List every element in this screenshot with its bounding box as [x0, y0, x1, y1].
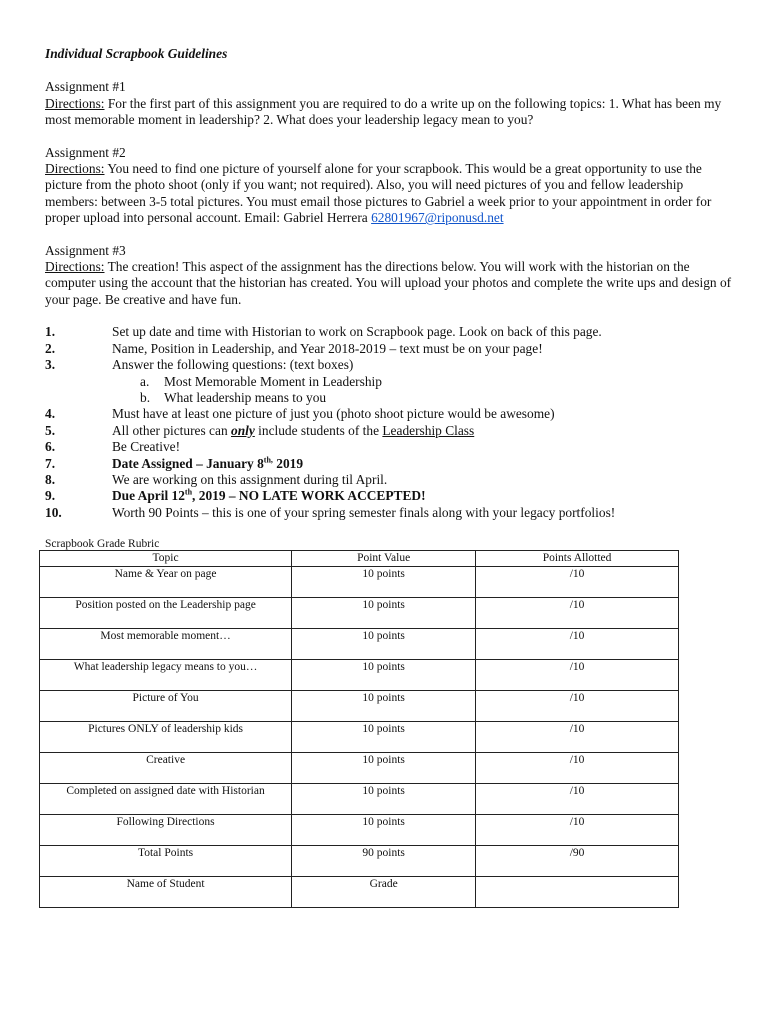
points-allotted-cell: /10 [476, 691, 679, 722]
table-row [40, 598, 679, 629]
point-value-cell: 10 points [292, 567, 476, 598]
step-text: Must have at least one picture of just you (photo shoot picture would be awesome) [112, 406, 555, 422]
step-number: 5. [45, 422, 56, 438]
document-title: Individual Scrapbook Guidelines [45, 46, 228, 61]
list-item [45, 341, 735, 357]
table-row [40, 815, 679, 846]
topic-cell: Pictures ONLY of leadership kids [40, 722, 292, 753]
points-allotted-cell: /10 [476, 815, 679, 846]
points-allotted-cell: /10 [476, 660, 679, 691]
topic-cell: Name & Year on page [40, 567, 292, 598]
topic-cell: Completed on assigned date with Historian [40, 784, 292, 815]
assignment-2-directions [45, 161, 735, 227]
leadership-class-text: Leadership Class [382, 422, 475, 438]
assignment-2 [45, 145, 735, 227]
step-number: 2. [45, 340, 56, 356]
list-item [45, 406, 735, 422]
assignment-3-heading: Assignment #3 [45, 242, 126, 258]
date-assigned-text [112, 456, 303, 472]
step-number: 3. [45, 357, 56, 373]
grade-cell: Grade [292, 877, 476, 908]
document-page [45, 46, 735, 521]
table-row [40, 877, 679, 908]
topic-cell: What leadership legacy means to you… [40, 660, 292, 691]
step-text-part: 2019 [272, 455, 304, 471]
point-value-cell: 10 points [292, 629, 476, 660]
step-number: 7. [45, 455, 56, 471]
step-text: Answer the following questions: (text boxes) [112, 357, 354, 373]
list-item [45, 324, 735, 340]
points-allotted-cell: /90 [476, 846, 679, 877]
sub-step-letter: b. [140, 389, 151, 405]
list-item [45, 357, 735, 373]
student-name-cell: Name of Student [40, 877, 292, 908]
step-text: Worth 90 Points – this is one of your spring semester finals along with your legacy portfolios! [112, 504, 616, 520]
point-value-cell: 90 points [292, 846, 476, 877]
step-text-part: All other pictures can [112, 422, 231, 438]
topic-cell: Creative [40, 753, 292, 784]
assignment-1-directions [45, 96, 735, 129]
ordinal-suffix: th [184, 487, 193, 497]
assignment-3 [45, 243, 735, 309]
column-header-points-allotted: Points Allotted [476, 551, 679, 567]
step-number: 6. [45, 439, 56, 455]
step-number: 1. [45, 324, 56, 340]
assignment-1-heading: Assignment #1 [45, 79, 126, 95]
table-row [40, 722, 679, 753]
step-text: We are working on this assignment during til April. [112, 471, 388, 487]
step-number: 4. [45, 406, 56, 422]
step-text-part: Date Assigned – January 8 [112, 455, 264, 471]
assignment-1 [45, 79, 735, 128]
table-row [40, 567, 679, 598]
step-text: Set up date and time with Historian to work on Scrapbook page. Look on back of this page. [112, 324, 602, 340]
email-link[interactable]: 62801967@riponusd.net [371, 210, 504, 226]
point-value-cell: 10 points [292, 815, 476, 846]
step-number: 10. [45, 504, 62, 520]
point-value-cell: 10 points [292, 598, 476, 629]
step-text-part: include students of the [254, 422, 383, 438]
list-item [45, 472, 735, 488]
topic-cell: Most memorable moment… [40, 629, 292, 660]
list-item [45, 439, 735, 455]
list-item [45, 488, 735, 504]
sub-list-item [45, 390, 735, 406]
point-value-cell: 10 points [292, 660, 476, 691]
table-row [40, 629, 679, 660]
point-value-cell: 10 points [292, 722, 476, 753]
rubric-caption: Scrapbook Grade Rubric [45, 538, 160, 550]
sub-step-text: Most Memorable Moment in Leadership [164, 373, 382, 389]
topic-cell: Picture of You [40, 691, 292, 722]
step-number: 8. [45, 471, 56, 487]
sub-step-letter: a. [140, 373, 150, 389]
column-header-point-value: Point Value [292, 551, 476, 567]
due-date-text [112, 488, 426, 504]
table-header-row [40, 551, 679, 567]
sub-step-text: What leadership means to you [164, 389, 327, 405]
directions-label: Directions: [45, 161, 105, 177]
table-row [40, 846, 679, 877]
points-allotted-cell: /10 [476, 784, 679, 815]
list-item [45, 456, 735, 472]
rubric-table [39, 550, 679, 908]
table-row [40, 753, 679, 784]
step-number: 9. [45, 488, 56, 504]
table-row [40, 660, 679, 691]
table-row [40, 784, 679, 815]
directions-label: Directions: [45, 259, 105, 275]
points-allotted-cell: /10 [476, 598, 679, 629]
sub-list-item [45, 374, 735, 390]
directions-label: Directions: [45, 95, 105, 111]
topic-cell: Following Directions [40, 815, 292, 846]
points-allotted-cell: /10 [476, 567, 679, 598]
assignment-2-heading: Assignment #2 [45, 144, 126, 160]
list-item [45, 423, 735, 439]
topic-cell: Total Points [40, 846, 292, 877]
point-value-cell: 10 points [292, 753, 476, 784]
emphasis-only: only [231, 422, 255, 438]
step-text: Be Creative! [112, 439, 181, 455]
points-allotted-cell: /10 [476, 722, 679, 753]
assignment-3-directions [45, 259, 735, 308]
column-header-topic: Topic [40, 551, 292, 567]
point-value-cell: 10 points [292, 691, 476, 722]
assignment-2-text: You need to find one picture of yourself alone for your scrapbook. This would be a great opportunity to use the picture from the photo shoot (only if you want; not required). Also, you will need pictures of you and fellow leadership members: between 3-5 total pictures. You must email those pictures to Gabriel a week prior to your appointment in order for proper upload into personal account. Email: Gabriel Herrera [45, 161, 712, 226]
step-text-part: , 2019 – NO LATE WORK ACCEPTED! [192, 488, 426, 504]
assignment-3-text: The creation! This aspect of the assignment has the directions below. You will work with the historian on the computer using the account that the historian has created. You will upload your photos and complete the write ups and design of your page. Be creative and have fun. [45, 259, 732, 307]
table-row [40, 691, 679, 722]
ordinal-suffix: th, [263, 455, 273, 465]
steps-list [45, 324, 735, 521]
step-text [112, 423, 474, 439]
topic-cell: Position posted on the Leadership page [40, 598, 292, 629]
grade-entry-cell[interactable] [476, 877, 679, 908]
point-value-cell: 10 points [292, 784, 476, 815]
assignment-1-text: For the first part of this assignment you are required to do a write up on the following topics: 1. What has been my most memorable moment in leadership? 2. What does your leadership legacy mean to you? [45, 95, 722, 128]
points-allotted-cell: /10 [476, 629, 679, 660]
step-text-part: Due April 12 [112, 488, 185, 504]
step-text: Name, Position in Leadership, and Year 2018-2019 – text must be on your page! [112, 340, 543, 356]
points-allotted-cell: /10 [476, 753, 679, 784]
list-item [45, 505, 735, 521]
